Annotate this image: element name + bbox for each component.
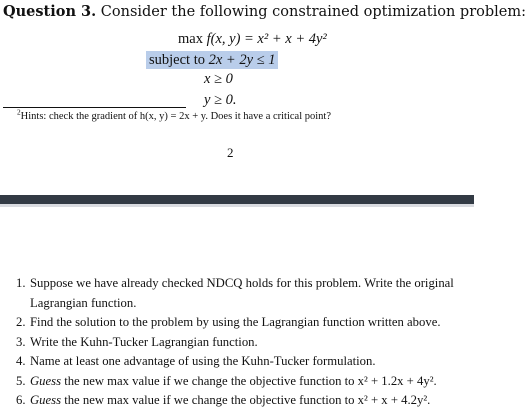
item-lead: Guess: [30, 393, 62, 407]
list-item: [16, 333, 475, 353]
question-list: [16, 274, 475, 411]
page-divider-shadow: [0, 204, 474, 207]
footnote: [17, 107, 331, 122]
objective-prefix: max: [178, 31, 203, 47]
item-number: 4.: [16, 354, 26, 368]
constraint-line: [146, 52, 278, 69]
constraint-highlight: [146, 51, 278, 69]
item-text: [30, 391, 475, 411]
footnote-rule: [3, 107, 186, 108]
item-text: Find the solution to the problem by using the Lagrangian function written above.: [30, 315, 441, 329]
list-item: [16, 313, 475, 333]
question-intro: Consider the following constrained optimization problem:: [100, 4, 526, 20]
item-number: 2.: [16, 315, 26, 329]
nonneg-x: x ≥ 0: [204, 71, 233, 87]
item-text: Write the Kuhn-Tucker Lagrangian function.: [30, 334, 258, 349]
page-divider: [0, 195, 474, 204]
footnote-text: Hints: check the gradient of h(x, y) = 2x + y. Does it have a critical point?: [20, 111, 331, 122]
constraint-label: subject to: [149, 52, 205, 68]
item-text: [30, 372, 475, 392]
list-item: [16, 391, 475, 411]
footnote-marker: 2: [17, 107, 21, 117]
list-item: [16, 352, 475, 372]
objective-line: [178, 31, 327, 48]
item-number: 1.: [16, 276, 26, 290]
question-heading: [3, 3, 526, 20]
question-label: Question 3.: [3, 3, 97, 20]
page-number: 2: [227, 145, 234, 160]
item-body: the new max value if we change the objective function to x² + x + 4.2y².: [64, 393, 431, 407]
list-item: [16, 274, 475, 313]
item-lead: Guess: [30, 373, 62, 388]
constraint-expression: 2x + 2y ≤ 1: [208, 52, 276, 68]
item-number: 6.: [16, 393, 26, 407]
list-item: [16, 372, 475, 392]
item-text: Name at least one advantage of using the Kuhn-Tucker formulation.: [30, 354, 376, 368]
nonneg-y: y ≥ 0.: [204, 92, 237, 108]
item-text: Suppose we have already checked NDCQ holds for this problem. Write the original Lagrangian function.: [30, 276, 454, 310]
objective-expression: f(x, y) = x² + x + 4y²: [206, 31, 327, 47]
item-number: 5.: [16, 373, 26, 388]
item-body: the new max value if we change the objective function to x² + 1.2x + 4y².: [64, 373, 437, 388]
item-number: 3.: [16, 334, 26, 349]
